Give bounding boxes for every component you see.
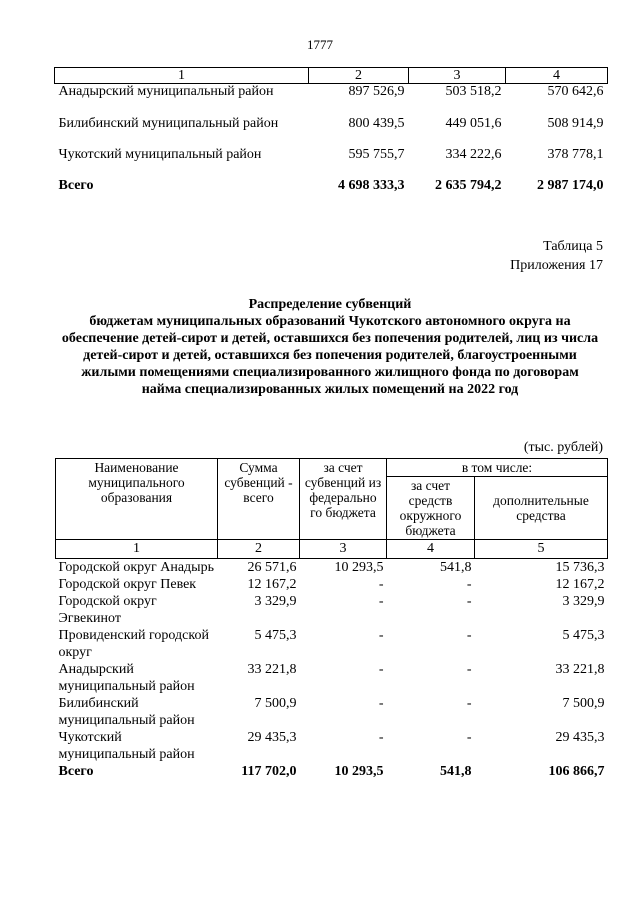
- row-name: Чукотский муниципальный район: [58, 730, 195, 762]
- header-district: за счет средств окружного бюджета: [387, 477, 475, 540]
- units-label: (тыс. рублей): [523, 440, 603, 455]
- cell-additional: 3 329,9: [562, 594, 605, 609]
- table-row: [56, 593, 608, 627]
- table-row: [55, 116, 608, 132]
- row-name: Городской округ Певек: [58, 577, 197, 592]
- row-name: Билибинский муниципальный район: [58, 115, 279, 131]
- cell-federal: -: [378, 730, 384, 745]
- cell-sum: 33 221,8: [247, 662, 297, 677]
- cell-additional: 15 736,3: [555, 560, 605, 575]
- cell-value: 4 698 333,3: [338, 177, 405, 193]
- table-row: [55, 147, 608, 163]
- table-row: [55, 132, 608, 147]
- col-number: 1: [56, 540, 218, 559]
- cell-sum: 7 500,9: [254, 696, 297, 711]
- cell-federal: -: [378, 594, 384, 609]
- top-table-header-row: [55, 68, 608, 84]
- cell-federal: -: [378, 662, 384, 677]
- cell-sum: 26 571,6: [247, 560, 297, 575]
- cell-value: 334 222,6: [445, 146, 502, 162]
- cell-additional: 12 167,2: [555, 577, 605, 592]
- cell-federal: -: [378, 577, 384, 592]
- col-number: 3: [409, 68, 506, 84]
- cell-value: 2 987 174,0: [537, 177, 604, 193]
- header-sum: Сумма субвенций - всего: [218, 459, 300, 540]
- cell-additional: 29 435,3: [555, 730, 605, 745]
- header-additional: дополнительные средства: [475, 477, 608, 540]
- col-number: 5: [475, 540, 608, 559]
- header-row: [56, 459, 608, 477]
- cell-additional: 5 475,3: [562, 628, 605, 643]
- col-number: 4: [387, 540, 475, 559]
- cell-sum: 29 435,3: [247, 730, 297, 745]
- total-row: [55, 178, 608, 194]
- cell-value: 378 778,1: [547, 146, 604, 162]
- row-name: Городской округ Анадырь: [58, 560, 214, 575]
- row-name: Всего: [58, 764, 94, 779]
- cell-additional: 33 221,8: [555, 662, 605, 677]
- col-number: 2: [218, 540, 300, 559]
- row-name: Билибинский муниципальный район: [58, 696, 195, 728]
- cell-value: 595 755,7: [348, 146, 405, 162]
- row-name: Анадырский муниципальный район: [58, 84, 274, 100]
- title-line-1: Распределение субвенций: [248, 297, 412, 312]
- cell-district: -: [466, 628, 472, 643]
- col-number: 2: [309, 68, 409, 84]
- cell-value: 2 635 794,2: [435, 177, 502, 193]
- page-title: [60, 296, 600, 398]
- row-name: Всего: [58, 177, 94, 193]
- cell-value: 800 439,5: [348, 115, 405, 131]
- cell-additional: 7 500,9: [562, 696, 605, 711]
- table-row: [55, 163, 608, 178]
- cell-district: 541,8: [440, 764, 472, 779]
- cell-sum: 5 475,3: [254, 628, 297, 643]
- cell-value: 449 051,6: [445, 115, 502, 131]
- table-row: [56, 695, 608, 729]
- cell-value: 897 526,9: [348, 84, 405, 100]
- row-name: Провиденский городской округ: [58, 628, 209, 660]
- cell-federal: 10 293,5: [334, 764, 384, 779]
- cell-sum: 117 702,0: [241, 764, 297, 779]
- row-name: Городской округ Эгвекинот: [58, 594, 157, 626]
- top-table: [54, 67, 608, 194]
- appendix-number: Приложения 17: [510, 258, 603, 273]
- cell-value: 570 642,6: [547, 84, 604, 100]
- row-name: Анадырский муниципальный район: [58, 662, 195, 694]
- row-name: Чукотский муниципальный район: [58, 146, 262, 162]
- header-name: Наименование муниципального образования: [56, 459, 218, 540]
- table-number: Таблица 5: [543, 239, 603, 254]
- cell-value: 503 518,2: [445, 84, 502, 100]
- table-reference: [510, 237, 603, 275]
- col-number: 4: [506, 68, 608, 84]
- header-including: в том числе:: [387, 459, 608, 477]
- cell-district: -: [466, 696, 472, 711]
- main-table: [55, 458, 608, 780]
- column-index-row: [56, 540, 608, 559]
- cell-federal: 10 293,5: [334, 560, 384, 575]
- col-number: 1: [55, 68, 309, 84]
- table-row: [56, 576, 608, 593]
- title-line-2: бюджетам муниципальных образований Чукотского автономного округа на обеспечение детей-сирот и детей, оставшихся без попечения родителей, лиц из числа детей-сирот и детей, оставшихся без попечения родителей, благоустроенными жилыми помещениями специализированного жилищного фонда по договорам найма специализированных жилых помещений на 2022 год: [61, 314, 599, 397]
- cell-district: -: [466, 594, 472, 609]
- table-row: [56, 729, 608, 763]
- table-row: [55, 84, 608, 101]
- table-row: [56, 559, 608, 577]
- cell-district: -: [466, 730, 472, 745]
- table-row: [56, 627, 608, 661]
- page-number: 1777: [307, 37, 333, 52]
- col-number: 3: [300, 540, 387, 559]
- cell-district: 541,8: [440, 560, 472, 575]
- cell-district: -: [466, 662, 472, 677]
- cell-sum: 3 329,9: [254, 594, 297, 609]
- header-federal: за счет субвенций из федерально го бюджета: [300, 459, 387, 540]
- cell-federal: -: [378, 696, 384, 711]
- cell-sum: 12 167,2: [247, 577, 297, 592]
- total-row: [56, 763, 608, 780]
- table-row: [56, 661, 608, 695]
- cell-federal: -: [378, 628, 384, 643]
- cell-value: 508 914,9: [547, 115, 604, 131]
- table-row: [55, 101, 608, 116]
- cell-additional: 106 866,7: [548, 764, 605, 779]
- cell-district: -: [466, 577, 472, 592]
